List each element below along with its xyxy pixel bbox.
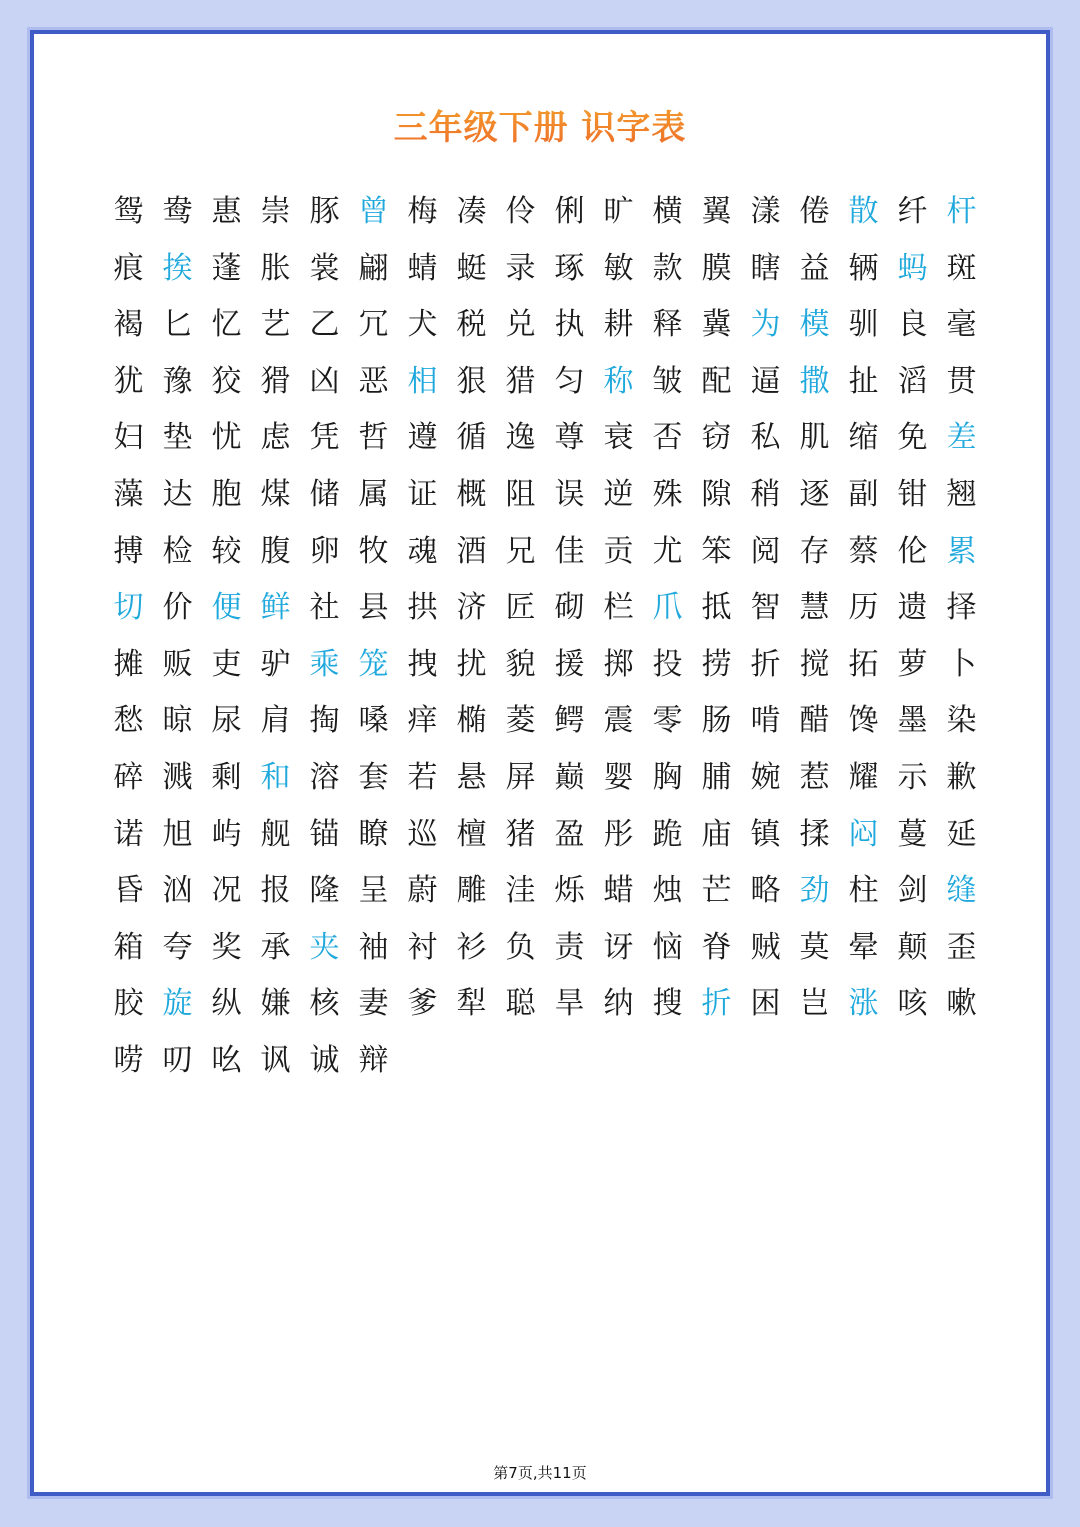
character: 便 [211,590,242,626]
character: 愁 [113,703,144,739]
page-frame [30,30,1050,1496]
character: 驴 [260,646,291,682]
character: 巡 [407,816,438,852]
character: 婉 [750,759,781,795]
character: 晾 [162,703,193,739]
character: 虑 [260,420,291,456]
character: 忧 [211,420,242,456]
character: 纳 [603,986,634,1022]
character: 拓 [848,646,879,682]
character: 汹 [162,873,193,909]
character: 衰 [603,420,634,456]
character: 历 [848,590,879,626]
character: 诚 [309,1042,340,1078]
character: 蓬 [211,250,242,286]
character: 溶 [309,759,340,795]
character: 犹 [113,363,144,399]
character: 耕 [603,307,634,343]
character: 妻 [358,986,389,1022]
character: 屏 [505,759,536,795]
character: 庙 [701,816,732,852]
character: 旋 [162,986,193,1022]
character: 裳 [309,250,340,286]
character: 恶 [358,363,389,399]
character: 存 [799,533,830,569]
character: 折 [701,986,732,1022]
character: 歪 [946,929,977,965]
character: 衫 [456,929,487,965]
character: 耀 [848,759,879,795]
character: 良 [897,307,928,343]
character: 税 [456,307,487,343]
character: 掷 [603,646,634,682]
character: 爪 [652,590,683,626]
character: 累 [946,533,977,569]
character: 差 [946,420,977,456]
character: 爹 [407,986,438,1022]
character: 巅 [554,759,585,795]
character: 投 [652,646,683,682]
character: 散 [848,194,879,229]
character: 唠 [113,1042,144,1078]
character: 捞 [701,646,732,682]
character: 胶 [113,986,144,1022]
character: 拽 [407,646,438,682]
character: 馋 [848,703,879,739]
character: 艺 [260,307,291,343]
character: 曾 [358,194,389,229]
character: 犁 [456,986,487,1022]
character: 蜡 [603,873,634,909]
character: 锚 [309,816,340,852]
character: 敏 [603,250,634,286]
character: 叨 [162,1042,193,1078]
character: 妇 [113,420,144,456]
character: 和 [260,759,291,795]
character: 概 [456,476,487,512]
character: 佳 [554,533,585,569]
character: 兄 [505,533,536,569]
character: 延 [946,816,977,852]
character: 钳 [897,476,928,512]
character: 夸 [162,929,193,965]
character: 承 [260,929,291,965]
character: 舰 [260,816,291,852]
character: 染 [946,703,977,739]
character: 腹 [260,533,291,569]
character: 彤 [603,816,634,852]
character: 挨 [162,250,193,286]
character: 梅 [407,194,438,229]
character: 凑 [456,194,487,229]
character: 横 [652,194,683,229]
character: 冗 [358,307,389,343]
character: 达 [162,476,193,512]
character: 模 [799,307,830,343]
character: 栏 [603,590,634,626]
character: 慧 [799,590,830,626]
character: 证 [407,476,438,512]
character: 笼 [358,646,389,682]
character: 辆 [848,250,879,286]
character: 款 [652,250,683,286]
character: 隆 [309,873,340,909]
character: 济 [456,590,487,626]
character: 俐 [554,194,585,229]
character: 搜 [652,986,683,1022]
character: 翘 [946,476,977,512]
page-title: 三年级下册 识字表 [34,100,1046,149]
character: 垫 [162,420,193,456]
character: 蚂 [897,250,928,286]
character: 窃 [701,420,732,456]
character: 逐 [799,476,830,512]
character: 嗓 [358,703,389,739]
character: 隙 [701,476,732,512]
character: 夹 [309,929,340,965]
character: 嗽 [946,986,977,1022]
character: 褐 [113,307,144,343]
character: 震 [603,703,634,739]
character: 椭 [456,703,487,739]
character: 痒 [407,703,438,739]
character: 殊 [652,476,683,512]
character: 斑 [946,250,977,286]
character: 蜓 [456,250,487,286]
character: 脯 [701,759,732,795]
character: 藻 [113,476,144,512]
character: 鸯 [162,194,193,229]
character: 责 [554,929,585,965]
character: 凶 [309,363,340,399]
character: 况 [211,873,242,909]
character: 翼 [701,194,732,229]
character: 膜 [701,250,732,286]
character: 旱 [554,986,585,1022]
character: 检 [162,533,193,569]
character: 岂 [799,986,830,1022]
character: 逼 [750,363,781,399]
character: 肠 [701,703,732,739]
character: 贡 [603,533,634,569]
character: 歉 [946,759,977,795]
character: 脊 [701,929,732,965]
character: 屿 [211,816,242,852]
character: 驯 [848,307,879,343]
character: 逸 [505,420,536,456]
character: 崇 [260,194,291,229]
character: 遵 [407,420,438,456]
character: 狠 [456,363,487,399]
character: 伶 [505,194,536,229]
character: 旷 [603,194,634,229]
character: 雕 [456,873,487,909]
character: 贯 [946,363,977,399]
character: 呈 [358,873,389,909]
character: 剑 [897,873,928,909]
character: 困 [750,986,781,1022]
character: 称 [603,363,634,399]
character: 酒 [456,533,487,569]
character: 惹 [799,759,830,795]
character: 莫 [799,929,830,965]
character: 箱 [113,929,144,965]
character: 乙 [309,307,340,343]
character: 剩 [211,759,242,795]
character: 辩 [358,1042,389,1078]
character: 搏 [113,533,144,569]
character: 镇 [750,816,781,852]
character: 鸳 [113,194,144,229]
character: 略 [750,873,781,909]
character: 搅 [799,646,830,682]
character: 讽 [260,1042,291,1078]
character: 萝 [897,646,928,682]
character: 相 [407,363,438,399]
character: 切 [113,590,144,626]
character: 稍 [750,476,781,512]
character: 猎 [505,363,536,399]
character: 阅 [750,533,781,569]
character: 纤 [897,194,928,229]
character: 婴 [603,759,634,795]
character: 墨 [897,703,928,739]
character: 猾 [260,363,291,399]
character: 配 [701,363,732,399]
character: 报 [260,873,291,909]
character: 遗 [897,590,928,626]
character: 倦 [799,194,830,229]
character: 肩 [260,703,291,739]
character: 昏 [113,873,144,909]
character: 恼 [652,929,683,965]
character: 扰 [456,646,487,682]
character: 诺 [113,816,144,852]
character: 私 [750,420,781,456]
character: 袖 [358,929,389,965]
character: 兑 [505,307,536,343]
character: 尤 [652,533,683,569]
character: 卜 [946,646,977,682]
character: 缝 [946,873,977,909]
character: 揉 [799,816,830,852]
character: 鳄 [554,703,585,739]
character: 阻 [505,476,536,512]
character: 乘 [309,646,340,682]
character: 扯 [848,363,879,399]
character: 缩 [848,420,879,456]
character: 瞭 [358,816,389,852]
character: 价 [162,590,193,626]
character: 纵 [211,986,242,1022]
character: 执 [554,307,585,343]
character: 蔚 [407,873,438,909]
character: 衬 [407,929,438,965]
character: 砌 [554,590,585,626]
character: 冀 [701,307,732,343]
character: 抵 [701,590,732,626]
character: 社 [309,590,340,626]
character: 翩 [358,250,389,286]
character: 闷 [848,816,879,852]
character: 煤 [260,476,291,512]
character: 较 [211,533,242,569]
character: 逆 [603,476,634,512]
character: 杆 [946,194,977,229]
character: 啃 [750,703,781,739]
character: 匕 [162,307,193,343]
character: 否 [652,420,683,456]
character: 猪 [505,816,536,852]
character: 释 [652,307,683,343]
character: 若 [407,759,438,795]
character: 智 [750,590,781,626]
character: 蜻 [407,250,438,286]
character: 牧 [358,533,389,569]
character: 属 [358,476,389,512]
character: 负 [505,929,536,965]
character: 瞎 [750,250,781,286]
character: 狡 [211,363,242,399]
character: 拱 [407,590,438,626]
character: 洼 [505,873,536,909]
character: 芒 [701,873,732,909]
character: 胞 [211,476,242,512]
character: 豫 [162,363,193,399]
character: 胸 [652,759,683,795]
character: 卵 [309,533,340,569]
character: 录 [505,250,536,286]
character: 盈 [554,816,585,852]
character: 滔 [897,363,928,399]
character: 摊 [113,646,144,682]
character: 凭 [309,420,340,456]
character: 尊 [554,420,585,456]
character: 晕 [848,929,879,965]
character: 鲜 [260,590,291,626]
character: 悬 [456,759,487,795]
character: 琢 [554,250,585,286]
character: 循 [456,420,487,456]
character: 贩 [162,646,193,682]
character: 撒 [799,363,830,399]
character: 碎 [113,759,144,795]
character: 檀 [456,816,487,852]
character: 为 [750,307,781,343]
character: 烁 [554,873,585,909]
character: 示 [897,759,928,795]
character: 零 [652,703,683,739]
character: 忆 [211,307,242,343]
character: 漾 [750,194,781,229]
character: 劲 [799,873,830,909]
character: 掏 [309,703,340,739]
character: 菱 [505,703,536,739]
character: 核 [309,986,340,1022]
character: 颠 [897,929,928,965]
character: 折 [750,646,781,682]
character: 免 [897,420,928,456]
character: 豚 [309,194,340,229]
character: 误 [554,476,585,512]
character: 蔓 [897,816,928,852]
character: 援 [554,646,585,682]
character: 择 [946,590,977,626]
page-number: 第7页,共11页 [493,1464,587,1482]
character: 吏 [211,646,242,682]
character: 惠 [211,194,242,229]
character: 魂 [407,533,438,569]
character: 旭 [162,816,193,852]
character: 伦 [897,533,928,569]
character: 涨 [848,986,879,1022]
character: 肌 [799,420,830,456]
character: 套 [358,759,389,795]
character: 县 [358,590,389,626]
character: 讶 [603,929,634,965]
character: 嫌 [260,986,291,1022]
character: 笨 [701,533,732,569]
character: 皱 [652,363,683,399]
character: 副 [848,476,879,512]
character: 醋 [799,703,830,739]
character: 聪 [505,986,536,1022]
character: 柱 [848,873,879,909]
character: 贼 [750,929,781,965]
character: 跪 [652,816,683,852]
character: 貌 [505,646,536,682]
character: 储 [309,476,340,512]
character: 奖 [211,929,242,965]
character: 哲 [358,420,389,456]
character: 胀 [260,250,291,286]
character: 匠 [505,590,536,626]
character-grid [104,184,986,1090]
character: 匀 [554,363,585,399]
character: 蔡 [848,533,879,569]
character: 毫 [946,307,977,343]
character: 痕 [113,250,144,286]
character: 吆 [211,1042,242,1078]
character: 溅 [162,759,193,795]
character: 益 [799,250,830,286]
character: 犬 [407,307,438,343]
character: 咳 [897,986,928,1022]
character: 尿 [211,703,242,739]
character: 烛 [652,873,683,909]
